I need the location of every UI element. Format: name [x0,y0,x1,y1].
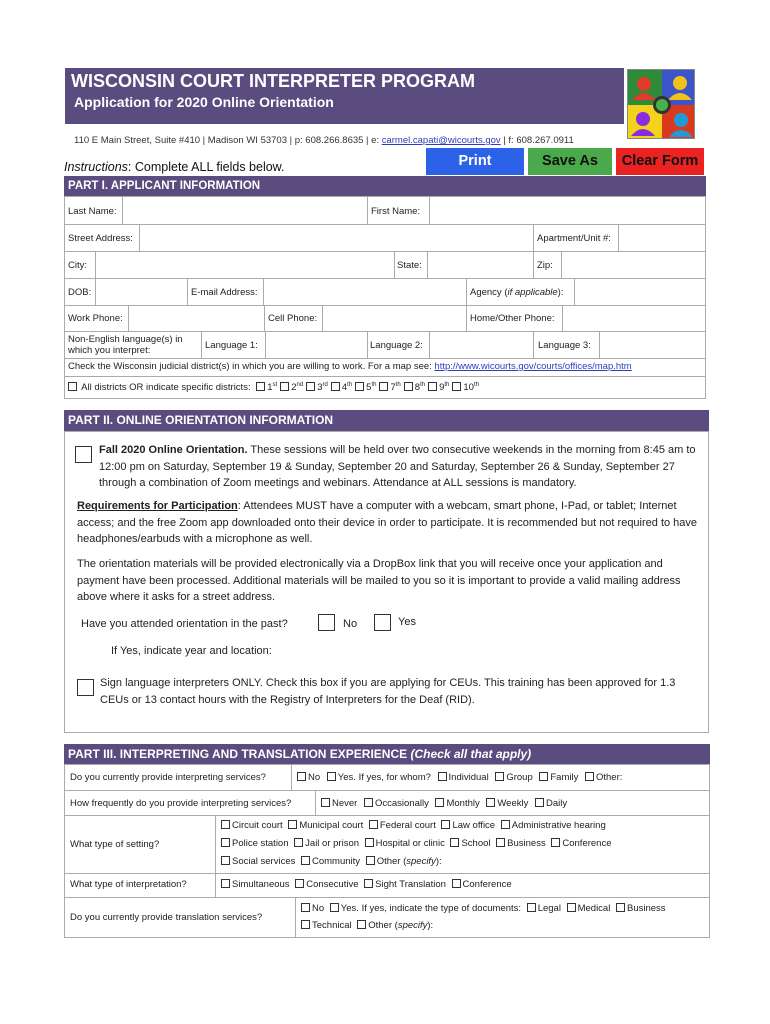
first-name-field[interactable] [430,198,704,223]
language1-field[interactable] [266,332,367,357]
district-suffix: th [473,382,479,388]
clear-form-button[interactable]: Clear Form [616,148,704,175]
business-setting-label: Business [507,838,546,849]
q1-individual-label: Individual [448,772,489,783]
zip-label: Zip: [537,260,553,271]
administrative-hearing-checkbox[interactable] [501,820,510,829]
district-label [342,382,352,393]
apartment-field[interactable] [619,225,704,250]
street-address-field[interactable] [140,225,532,250]
part3-header [64,744,710,764]
district-label [291,382,303,393]
q5-row1 [301,903,666,914]
q1-other-label: Other: [596,772,623,783]
district-label [415,382,425,393]
agency-field[interactable] [575,279,704,304]
page-title: WISCONSIN COURT INTERPRETER PROGRAM [71,71,476,91]
conference-interp-checkbox[interactable] [452,879,461,888]
attended-question: Have you attended orientation in the past? [81,618,288,630]
other-setting-prefix: Other ( [376,856,407,867]
language3-label: Language 3: [538,340,591,351]
first-name-label: First Name: [371,206,421,217]
requirements-details: : Attendees MUST have a computer with a webcam, smart phone, I-Pad, or tablet; Internet access; and the free Zoom app downloaded onto their device in order to participate. It is recommended but not required to have headphones/earbuds with a microphone as well. [77,500,698,545]
district-number: 7 [390,382,396,394]
email-field[interactable] [264,279,466,304]
q3-row1 [221,820,606,831]
q2-occasionally-label: Occasionally [374,798,429,809]
district-text: Check the Wisconsin judicial district(s) in which you are willing to work. For a map see: [68,361,435,372]
instructions [64,160,285,174]
q1-family-checkbox[interactable] [539,772,548,781]
fall-orientation-checkbox[interactable] [75,446,92,463]
legal-label: Legal [537,903,561,914]
contact-address [74,135,574,146]
q2-occasionally-checkbox[interactable] [364,798,373,807]
q1-yes-label: Yes. If yes, for whom? [337,772,431,783]
district-number: 3 [317,382,323,394]
municipal-court-label: Municipal court [299,820,364,831]
language2-field[interactable] [430,332,533,357]
district-checkbox[interactable] [428,382,437,391]
divider [394,251,395,278]
non-english-line1: Non-English language(s) in [68,334,183,345]
consecutive-checkbox[interactable] [295,879,304,888]
district-number: 9 [439,382,445,394]
police-station-checkbox[interactable] [221,838,230,847]
divider [65,376,705,377]
conference-interp-label: Conference [462,879,512,890]
q5-row2 [301,920,433,931]
email-label: E-mail Address: [191,287,258,298]
district-checkbox[interactable] [280,382,289,391]
part2-box [64,431,709,733]
all-districts-label: All districts OR indicate specific districts: [81,382,251,394]
district-number: 8 [414,382,421,394]
q5-no-checkbox[interactable] [301,903,310,912]
work-phone-label: Work Phone: [68,313,123,324]
sight-translation-checkbox[interactable] [364,879,373,888]
other-setting-end: ): [435,856,442,867]
language2-label: Language 2: [370,340,423,351]
district-checkbox[interactable] [306,382,315,391]
district-number: 2 [291,382,297,394]
q1-no-label: No [308,772,321,783]
q5-label: Do you currently provide translation services? [70,912,263,923]
cell-phone-field[interactable] [323,306,466,330]
q1-individual-checkbox[interactable] [438,772,447,781]
non-english-label [68,334,183,356]
q5-no-label: No [312,903,325,914]
law-office-checkbox[interactable] [441,820,450,829]
q3-row2 [221,838,612,849]
sign-language-text: Sign language interpreters ONLY. Check this box if you are applying for CEUs. This training has been approved for 1.3 CEUs or 13 contact hours with the Registry of Interpreters for the Deaf (RID). [100,677,676,706]
email-link[interactable]: carmel.capati@wicourts.gov [381,135,501,146]
simultaneous-checkbox[interactable] [221,879,230,888]
federal-court-label: Federal court [379,820,436,831]
divider [315,790,316,815]
address-suffix: | f: 608.267.0911 [500,135,574,146]
q2-monthly-label: Monthly [446,798,480,809]
zip-field[interactable] [562,252,704,277]
non-english-line2: which you interpret: [68,345,151,356]
materials-text: The orientation materials will be provided electronically via a DropBox link that you will receive once your application and payment have been processed. Additional materials will be mailed to you so it is important to provide a valid mailing address above where it asks for a street address. [77,558,681,603]
sight-translation-label: Sight Translation [375,879,446,890]
part2-header: PART II. ONLINE ORIENTATION INFORMATION [64,410,709,431]
q2-monthly-checkbox[interactable] [435,798,444,807]
all-districts-checkbox[interactable] [68,382,77,391]
federal-court-checkbox[interactable] [369,820,378,829]
divider [264,305,265,331]
divider [65,897,709,898]
divider [466,305,467,331]
district-checkbox[interactable] [355,382,364,391]
q2-daily-checkbox[interactable] [535,798,544,807]
business-setting-checkbox[interactable] [496,838,505,847]
divider [65,873,709,874]
district-suffix: nd [296,382,304,388]
hospital-checkbox[interactable] [365,838,374,847]
law-office-label: Law office [452,820,496,831]
q4-options [221,879,512,890]
district-suffix: th [395,382,401,388]
if-yes-field[interactable] [281,641,701,659]
consecutive-label: Consecutive [306,879,359,890]
q2-never-label: Never [332,798,358,809]
simultaneous-label: Simultaneous [232,879,290,890]
apartment-label: Apartment/Unit #: [537,233,611,244]
circuit-court-label: Circuit court [232,820,283,831]
technical-label: Technical [312,920,352,931]
social-services-checkbox[interactable] [221,856,230,865]
district-label [439,382,449,393]
q1-group-checkbox[interactable] [495,772,504,781]
district-map-link[interactable]: http://www.wicourts.gov/courts/offices/map.htm [434,361,632,372]
community-checkbox[interactable] [301,856,310,865]
school-label: School [461,838,491,849]
conference-setting-checkbox[interactable] [551,838,560,847]
agency-italic: if applicable [507,287,558,298]
q2-label: How frequently do you provide interpreting services? [70,798,292,809]
language3-field[interactable] [600,332,704,357]
last-name-field[interactable] [123,198,367,223]
dob-label: DOB: [68,287,92,298]
conference-setting-label: Conference [562,838,612,849]
instructions-label: Instructions [64,160,128,174]
address-prefix: 110 E Main Street, Suite #410 | Madison WI 53703 | p: 608.266.8635 | e: [74,135,382,146]
q2-weekly-label: Weekly [497,798,529,809]
q3-row3 [221,856,442,867]
part3-title-italic: (Check all that apply) [407,747,532,761]
q2-daily-label: Daily [546,798,568,809]
jail-checkbox[interactable] [294,838,303,847]
q5-yes-label: Yes. If yes, indicate the type of documents: [340,903,522,914]
cell-phone-label: Cell Phone: [268,313,318,324]
home-phone-label: Home/Other Phone: [470,313,555,324]
other-setting-italic: specify [406,856,436,867]
divider [295,897,296,938]
divider [466,278,467,305]
district-suffix: th [371,382,377,388]
district-checkbox[interactable] [379,382,388,391]
police-station-label: Police station [232,838,289,849]
requirements-text [77,498,699,548]
hospital-label: Hospital or clinic [375,838,445,849]
divider [215,815,216,873]
attended-no-label: No [343,618,358,630]
district-label [267,382,277,393]
business-doc-checkbox[interactable] [616,903,625,912]
agency-label [470,287,563,298]
other-doc-prefix: Other ( [368,920,398,931]
district-checkbox[interactable] [256,382,265,391]
city-field[interactable] [96,252,394,277]
q2-never-checkbox[interactable] [321,798,330,807]
q1-label: Do you currently provide interpreting services? [70,772,266,783]
legal-checkbox[interactable] [527,903,536,912]
divider [201,331,202,358]
q1-group-label: Group [506,772,533,783]
q2-weekly-checkbox[interactable] [486,798,495,807]
community-label: Community [312,856,361,867]
attended-yes-checkbox[interactable] [374,614,391,631]
circuit-court-checkbox[interactable] [221,820,230,829]
divider [65,358,705,359]
social-services-label: Social services [232,856,296,867]
street-address-label: Street Address: [68,233,133,244]
district-number: 1 [267,382,273,394]
fall-orientation-text [99,442,699,492]
q1-family-label: Family [550,772,579,783]
q4-label: What type of interpretation? [70,879,187,890]
attended-yes-label: Yes [398,616,416,628]
divider [65,790,709,791]
district-checkbox[interactable] [452,382,461,391]
district-label [366,382,376,393]
district-label [317,382,328,393]
jail-label: Jail or prison [305,838,360,849]
divider [533,224,534,251]
sign-language-checkbox[interactable] [77,679,94,696]
municipal-court-checkbox[interactable] [288,820,297,829]
city-label: City: [68,260,87,271]
language1-label: Language 1: [205,340,258,351]
requirements-label: Requirements for Participation [77,500,238,512]
district-suffix: rd [322,382,328,388]
divider [291,765,292,790]
medical-checkbox[interactable] [567,903,576,912]
school-checkbox[interactable] [450,838,459,847]
other-doc-checkbox[interactable] [357,920,366,929]
district-checkbox[interactable] [331,382,340,391]
part1-grid [64,196,706,399]
other-doc-italic: specify [397,920,428,931]
district-row [68,382,479,393]
divider [65,815,709,816]
business-doc-label: Business [626,903,666,914]
q1-no-checkbox[interactable] [297,772,306,781]
attended-no-checkbox[interactable] [318,614,335,631]
divider [367,197,368,224]
q1-options [297,772,622,783]
save-as-button[interactable]: Save As [528,148,612,175]
fall-orientation-bold: Fall 2020 Online Orientation. [99,444,248,456]
district-suffix: th [444,382,450,388]
district-instruction [68,361,632,372]
administrative-hearing-label: Administrative hearing [511,820,606,831]
fall-orientation-details: These sessions will be held over two consecutive weekends in the morning from 8:45 am to 12:00 pm on Saturday, September 19 & Sunday, September 20 and Saturday, September 26 & Sunday, September 27 through a combination of Zoom meetings and webinars. Attendance at ALL sessions is mandatory. [99,444,696,489]
other-setting-checkbox[interactable] [366,856,375,865]
district-checkbox[interactable] [404,382,413,391]
other-doc-end: ): [427,920,434,931]
district-number: 4 [341,382,348,394]
q5-yes-checkbox[interactable] [330,903,339,912]
q2-options [321,798,567,809]
state-label: State: [397,260,422,271]
page-subtitle: Application for 2020 Online Orientation [74,94,334,110]
district-number: 10 [463,382,474,394]
district-list [253,382,479,393]
dob-field[interactable] [96,279,187,304]
divider [367,331,368,358]
agency-prefix: Agency ( [470,287,508,298]
district-suffix: th [420,382,426,388]
state-field[interactable] [428,252,533,277]
if-yes-label: If Yes, indicate year and location: [111,645,272,657]
district-suffix: th [347,382,353,388]
technical-checkbox[interactable] [301,920,310,929]
district-label [463,382,479,393]
q3-label: What type of setting? [70,839,160,850]
instructions-text: : Complete ALL fields below. [127,160,285,174]
q1-other-checkbox[interactable] [585,772,594,781]
home-phone-field[interactable] [563,306,704,330]
agency-suffix: ): [557,287,564,298]
district-label [390,382,400,393]
district-suffix: st [272,382,278,388]
part3-grid [64,764,710,938]
work-phone-field[interactable] [129,306,264,330]
last-name-label: Last Name: [68,206,117,217]
divider [533,251,534,278]
part1-header: PART I. APPLICANT INFORMATION [64,176,706,196]
print-button[interactable]: Print [426,148,524,175]
divider [187,278,188,305]
q1-yes-checkbox[interactable] [327,772,336,781]
divider [215,873,216,897]
part3-title: PART III. INTERPRETING AND TRANSLATION EXPERIENCE [68,747,408,761]
program-logo [627,69,695,139]
medical-label: Medical [577,903,611,914]
divider [533,331,534,358]
district-number: 5 [366,382,372,394]
